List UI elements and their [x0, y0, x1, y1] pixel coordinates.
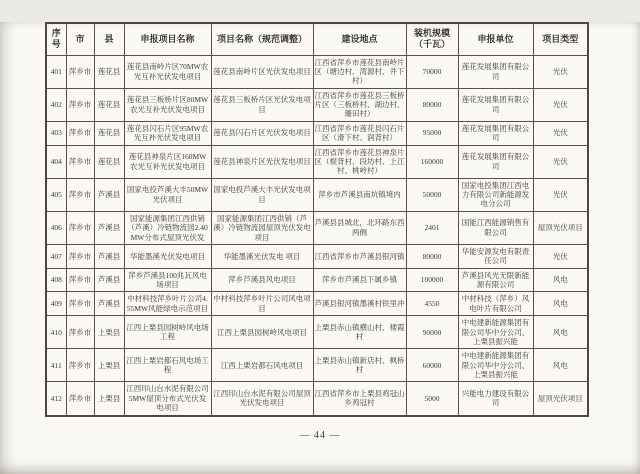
cell-capacity-kw: 5000: [406, 382, 458, 416]
cell-location: 江西省萍乡市莲花县闪石片区（滑下村、润背村）: [313, 121, 406, 145]
cell-declared-name: 江西上栗岩都石风电场工程: [124, 349, 211, 382]
cell-capacity-kw: 50000: [406, 178, 458, 211]
cell-city: 萍乡市: [66, 349, 94, 382]
cell-type: 屋顶光伏项目: [533, 211, 588, 244]
cell-applicant: 兴能电力建设有限公司: [458, 382, 533, 416]
column-header-applicant: 申报单位: [458, 23, 533, 55]
cell-no: 403: [46, 121, 66, 145]
cell-capacity-kw: 4550: [406, 292, 458, 316]
cell-county: 莲花县: [94, 88, 124, 121]
cell-applicant: 芦溪县风光无限新能源有限公司: [458, 268, 533, 292]
cell-no: 409: [46, 292, 66, 316]
cell-county: 莲花县: [94, 121, 124, 145]
cell-city: 萍乡市: [66, 268, 94, 292]
cell-adjusted-name: 萍乡芦溪县风电项目: [211, 268, 313, 292]
cell-county: 芦溪县: [94, 268, 124, 292]
cell-city: 萍乡市: [66, 145, 94, 178]
cell-county: 上栗县: [94, 349, 124, 382]
cell-capacity-kw: 80000: [406, 244, 458, 268]
table-row: [46, 382, 588, 416]
cell-no: 412: [46, 382, 66, 416]
column-header-declared-name: 申报项目名称: [124, 23, 211, 55]
cell-adjusted-name: 莲花县神泉片区光伏发电项目: [211, 145, 313, 178]
cell-county: 芦溪县: [94, 244, 124, 268]
cell-adjusted-name: 国家能源集团江西供销（芦溪）冷链物流园屋顶光伏发电项目: [211, 211, 313, 244]
cell-declared-name: 莲花县南岭片区70MW农光互补光伏发电项目: [124, 55, 211, 88]
table-row: [46, 55, 588, 88]
cell-type: 光伏: [533, 145, 588, 178]
cell-declared-name: 江西上栗县园树岭风电场工程: [124, 316, 211, 349]
project-table: [45, 22, 589, 417]
cell-capacity-kw: 100000: [406, 268, 458, 292]
cell-adjusted-name: 中材科技萍乡叶片公司风电项目: [211, 292, 313, 316]
cell-capacity-kw: 90000: [406, 316, 458, 349]
cell-applicant: 国能江西能源销售有限公司: [458, 211, 533, 244]
cell-county: 芦溪县: [94, 178, 124, 211]
cell-location: 上栗县赤山镇横山村、楼霞村: [313, 316, 406, 349]
cell-location: 上栗县赤山镇新店村、枫桥村: [313, 349, 406, 382]
table-header-row: [46, 23, 588, 55]
cell-capacity-kw: 60000: [406, 349, 458, 382]
cell-applicant: 中材科技（萍乡）风电叶片有限公司: [458, 292, 533, 316]
column-header-capacity: 装机规模（千瓦）: [406, 23, 458, 55]
cell-type: 屋顶光伏项目: [533, 382, 588, 416]
page-number: — 44 —: [299, 429, 341, 441]
table-row: [46, 268, 588, 292]
document-page: [0, 22, 640, 474]
cell-no: 401: [46, 55, 66, 88]
cell-no: 402: [46, 88, 66, 121]
cell-declared-name: 萍乡芦溪县100兆瓦风电场项目: [124, 268, 211, 292]
cell-applicant: 莲花发展集团有限公司: [458, 88, 533, 121]
cell-capacity-kw: 95000: [406, 121, 458, 145]
cell-adjusted-name: 江西印山台水泥有限公司屋顶光伏发电项目: [211, 382, 313, 416]
cell-type: 光伏: [533, 178, 588, 211]
cell-county: 上栗县: [94, 316, 124, 349]
table-row: [46, 88, 588, 121]
cell-type: 光伏: [533, 55, 588, 88]
cell-type: 风电: [533, 292, 588, 316]
cell-adjusted-name: 华能墨溪光伏发电 项目: [211, 244, 313, 268]
column-header-type: 项目类型: [533, 23, 588, 55]
cell-capacity-kw: 80000: [406, 88, 458, 121]
cell-applicant: 中电建新能源集团有限公司华中分公司、上栗县振兴能: [458, 349, 533, 382]
column-header-adjusted-name: 项目名称（规范调整）: [211, 23, 313, 55]
cell-city: 萍乡市: [66, 178, 94, 211]
cell-location: 江西省萍乡市莲花县三板桥片区（三板桥村、湖边村、珊田村）: [313, 88, 406, 121]
cell-applicant: 华能安源发电有限责任公司: [458, 244, 533, 268]
cell-location: 江西省萍乡市上栗县鸡冠山乡鸡冠村: [313, 382, 406, 416]
cell-county: 芦溪县: [94, 211, 124, 244]
cell-declared-name: 江西印山台水泥有限公司5MW屋顶分布式光伏发电项目: [124, 382, 211, 416]
cell-no: 411: [46, 349, 66, 382]
column-header-city: 市: [66, 23, 94, 55]
cell-city: 萍乡市: [66, 316, 94, 349]
cell-county: 莲花县: [94, 145, 124, 178]
cell-location: 芦溪县银河镇墨溪村铁里冲: [313, 292, 406, 316]
cell-city: 萍乡市: [66, 292, 94, 316]
cell-no: 404: [46, 145, 66, 178]
cell-no: 408: [46, 268, 66, 292]
cell-adjusted-name: 莲花县闪石片区光伏发电项目: [211, 121, 313, 145]
cell-declared-name: 国家电投芦溪大丰50MW光伏项目: [124, 178, 211, 211]
cell-capacity-kw: 70000: [406, 55, 458, 88]
cell-declared-name: 国家能源集团江西供销（芦溪）冷链物流园2.40MW分布式屋顶光伏发: [124, 211, 211, 244]
cell-county: 莲花县: [94, 55, 124, 88]
table-row: [46, 121, 588, 145]
table-row: [46, 244, 588, 268]
cell-location: 江西省萍乡市莲花县南岭片区（塘边村、湾源村、井下村）: [313, 55, 406, 88]
table-row: [46, 292, 588, 316]
cell-city: 萍乡市: [66, 121, 94, 145]
column-header-location: 建设地点: [313, 23, 406, 55]
cell-adjusted-name: 江西上栗县园树岭风电项目: [211, 316, 313, 349]
table-body: [46, 55, 588, 416]
cell-capacity-kw: 2401: [406, 211, 458, 244]
cell-applicant: 莲花发展集团有限公司: [458, 121, 533, 145]
cell-city: 萍乡市: [66, 382, 94, 416]
cell-declared-name: 华能墨溪光伏发电项目: [124, 244, 211, 268]
cell-city: 萍乡市: [66, 244, 94, 268]
cell-no: 405: [46, 178, 66, 211]
cell-type: 风电: [533, 268, 588, 292]
cell-no: 407: [46, 244, 66, 268]
column-header-serial: 序号: [46, 23, 66, 55]
cell-type: 风电: [533, 349, 588, 382]
cell-location: 芦溪县县城北，北环路东西两侧: [313, 211, 406, 244]
cell-type: 光伏: [533, 244, 588, 268]
cell-adjusted-name: 国家电投芦溪大丰光伏发电项目: [211, 178, 313, 211]
cell-county: 上栗县: [94, 382, 124, 416]
cell-city: 萍乡市: [66, 88, 94, 121]
cell-applicant: 中电建新能源集团有限公司华中分公司、上栗县振兴能: [458, 316, 533, 349]
cell-declared-name: 莲花县三板桥片区80MW农光互补光伏发电项目: [124, 88, 211, 121]
cell-city: 萍乡市: [66, 55, 94, 88]
cell-no: 410: [46, 316, 66, 349]
table-row: [46, 349, 588, 382]
cell-adjusted-name: 江西上栗岩都石风电项目: [211, 349, 313, 382]
cell-city: 萍乡市: [66, 211, 94, 244]
cell-capacity-kw: 160000: [406, 145, 458, 178]
cell-adjusted-name: 莲花县三板桥片区光伏发电项目: [211, 88, 313, 121]
cell-location: 江西省萍乡市芦溪县银河镇: [313, 244, 406, 268]
table-row: [46, 178, 588, 211]
cell-type: 光伏: [533, 88, 588, 121]
cell-type: 光伏: [533, 121, 588, 145]
cell-type: 风电: [533, 316, 588, 349]
table-row: [46, 145, 588, 178]
cell-declared-name: 中材科技萍乡叶片公司4.55MW风能绿电示范项目: [124, 292, 211, 316]
cell-adjusted-name: 莲花县南岭片区光伏发电项目: [211, 55, 313, 88]
cell-location: 萍乡市芦溪县南坑镇境内: [313, 178, 406, 211]
cell-applicant: 莲花发展集团有限公司: [458, 145, 533, 178]
table-row: [46, 316, 588, 349]
cell-applicant: 国家电投集团江西电力有限公司新能源发电分公司: [458, 178, 533, 211]
cell-applicant: 莲花发展集团有限公司: [458, 55, 533, 88]
cell-no: 406: [46, 211, 66, 244]
column-header-county: 县: [94, 23, 124, 55]
cell-declared-name: 莲花县闪石片区95MW农光互补光伏发电项目: [124, 121, 211, 145]
cell-declared-name: 莲花县神泉片区160MW农光互补光伏发电项目: [124, 145, 211, 178]
cell-location: 江西省萍乡市莲花县神泉片区（棍背村、段坊村、上江村、桃岭村）: [313, 145, 406, 178]
cell-county: 芦溪县: [94, 292, 124, 316]
table-row: [46, 211, 588, 244]
cell-location: 萍乡市芦溪县下属乡镇: [313, 268, 406, 292]
